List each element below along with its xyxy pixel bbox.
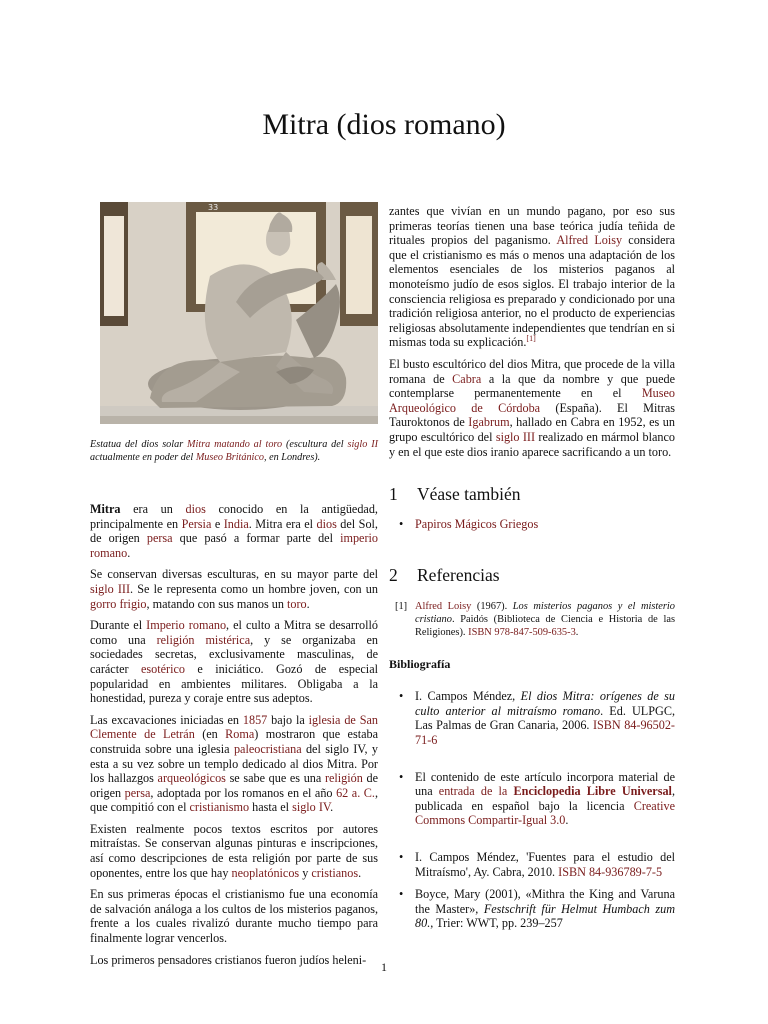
text: , adoptada por los romanos en el año: [150, 785, 337, 800]
text: .: [127, 545, 131, 560]
text: Las excavaciones iniciadas en: [90, 712, 243, 727]
text: , Trier: WWT, pp. 239–257: [430, 916, 563, 931]
paragraph-esculturas: [90, 567, 378, 611]
section-title: Véase también: [417, 484, 521, 505]
link-siglo-iii[interactable]: siglo III: [495, 429, 536, 444]
link-isbn[interactable]: ISBN 978-847-509-635-3: [468, 626, 576, 638]
link-gorro-frigio[interactable]: gorro frigio: [90, 596, 147, 611]
link-paleocristiana[interactable]: paleocristiana: [233, 741, 302, 756]
link-isbn[interactable]: ISBN 84-936789-7-5: [558, 864, 663, 879]
text: El busto escultórico del dios Mitra, que procede de la villa romana de: [389, 356, 675, 386]
paragraph-pensadores: Los primeros pensadores cristianos fueron judíos heleni-: [90, 952, 367, 967]
text: y: [299, 865, 312, 880]
text: bajo la: [267, 712, 309, 727]
text: .: [330, 800, 334, 815]
term-mitra: Mitra: [90, 502, 121, 516]
text: considera que el cristianismo es más o menos una adaptación de los elementos esenciales de los misterios paganos al monoteísmo judío de esos siglos. El trabajo interior de la consciencia religiosa es preparado y condicionado por una tradición religiosa anterior, no el producto de experiencias religiosas absolutamente independientes que tendrían en si mismas toda su explicación.: [389, 233, 675, 350]
link-igabrum[interactable]: Igabrum: [468, 415, 510, 430]
text: e iniciático. Gozó de especial popularidad en ambientes militares. Obligaba a la honestidad, pureza y coraje entre sus adeptos.: [90, 661, 378, 706]
paragraph-loisy: [389, 204, 675, 350]
link-india[interactable]: India: [223, 516, 249, 531]
link-roma[interactable]: Roma: [225, 727, 255, 742]
reference-1: [389, 600, 675, 639]
link-dios[interactable]: dios: [185, 502, 206, 516]
text: Boyce, Mary (2001), «Mithra the King and Varuna the Master»,: [415, 887, 675, 916]
link-persa[interactable]: persa: [124, 785, 151, 800]
footnote-link-1[interactable]: [1]: [526, 334, 536, 344]
text: conocido en la antigüedad, principalmente en: [90, 502, 378, 531]
section-number: 2: [389, 564, 398, 585]
link-62-ac[interactable]: 62 a. C.: [336, 785, 375, 800]
link-cristianos[interactable]: cristianos: [311, 865, 359, 880]
caption-text: actualmente en poder del: [90, 452, 196, 463]
text: Existen realmente pocos textos escritos por autores mitraístas. Se conservan algunas pinturas e inscripciones, así como descripciones de esta religión por parte de sus oponentes, entre los que hay: [90, 821, 378, 880]
text: realizado en mármol blanco y en el que este dios iranio aparece sacrificando a un toro.: [389, 429, 675, 459]
link-creative-commons[interactable]: Creative Commons Compartir-Igual 3.0: [415, 798, 675, 828]
list-item: [389, 689, 675, 747]
link-neoplatonicos[interactable]: neoplatónicos: [231, 865, 300, 880]
text: , publicada en español bajo la licencia: [415, 784, 675, 813]
text: zantes que vivían en un mundo pagano, por eso sus primeras teorías tienen una base teórica judía teñida de rituales propios del paganismo.: [389, 204, 675, 248]
section-number: 1: [389, 484, 398, 505]
link-toro[interactable]: toro: [287, 596, 307, 611]
link-cabra[interactable]: Cabra: [452, 371, 482, 386]
text: (España). El Mitras Tauroktonos de: [389, 400, 675, 430]
link-imperio-romano[interactable]: Imperio romano: [146, 618, 227, 633]
list-item: [389, 517, 675, 532]
text: Se conservan diversas esculturas, en su mayor parte del: [90, 567, 378, 582]
text: , hallado en Cabra en 1952, es un grupo escultórico del: [389, 415, 675, 444]
text: , y se organizaba en sociedades secretas, exclusivamente masculinas, de carácter: [90, 632, 378, 676]
link-siglo-iv[interactable]: siglo IV: [292, 800, 331, 815]
section-heading-vease-tambien: [389, 483, 675, 505]
link-iglesia-san-clemente[interactable]: iglesia de San Clemente de Letrán: [90, 712, 378, 742]
reference-label: [1]: [395, 600, 408, 612]
text: .: [358, 865, 362, 880]
text: , el culto a Mitra se desarrolló como una: [90, 618, 378, 647]
text: hasta el: [249, 800, 293, 815]
text: I. Campos Méndez,: [415, 689, 521, 704]
text: I. Campos Méndez, 'Fuentes para el estudio del Mitraísmo', Ay. Cabra, 2010.: [415, 850, 675, 879]
text: .: [575, 626, 579, 638]
text: , matando con sus manos un: [146, 596, 288, 611]
section-title: Referencias: [417, 564, 500, 585]
paragraph-busto: [389, 357, 675, 459]
paragraph-textos: [90, 822, 378, 880]
link-1857[interactable]: 1857: [242, 712, 268, 727]
text: e: [211, 516, 224, 531]
link-mitra-matando-al-toro[interactable]: Mitra matando al toro: [187, 439, 283, 450]
text: de origen: [90, 771, 379, 800]
link-dios[interactable]: dios: [316, 516, 337, 531]
link-entrada[interactable]: entrada de la: [438, 784, 514, 799]
text: , que compitió con el: [90, 785, 379, 815]
link-arqueologicos[interactable]: arqueológicos: [157, 771, 226, 786]
text: . Se le representa como un hombre joven, con un: [130, 581, 378, 596]
list-item: [389, 770, 675, 828]
reference-title: Los misterios paganos y el misterio cristiano: [415, 600, 675, 625]
paragraph-economia: En sus primeras épocas el cristianismo fue una economía de salvación análoga a los cultos de los misterios paganos, frente a los cuales rivalizó durante mucho tiempo para finalmente lograr vencerlos.: [90, 887, 378, 946]
list-item: [389, 887, 675, 931]
section-heading-referencias: [389, 564, 675, 586]
figure-caption: [90, 438, 378, 464]
page-title: Mitra (dios romano): [262, 108, 506, 141]
page-number: 1: [381, 960, 387, 974]
text: El contenido de este artículo incorpora material de una: [415, 769, 675, 799]
bibliography-list: [389, 689, 675, 931]
text: se sabe que es una: [225, 771, 325, 786]
link-religion-misterica[interactable]: religión mistérica: [156, 632, 251, 647]
text: . Ed. ULPGC, Las Palmas de Gran Canaria, 2006.: [415, 703, 675, 733]
text: que pasó a formar parte del: [172, 531, 341, 546]
caption-text: Estatua del dios solar: [90, 439, 188, 450]
left-column: [90, 196, 378, 974]
caption-text: (escultura del: [282, 439, 348, 450]
paragraph-culto: [90, 618, 378, 706]
link-alfred-loisy[interactable]: Alfred Loisy: [556, 233, 623, 248]
mithras-statue-illustration: [100, 202, 378, 424]
right-column: [389, 204, 675, 931]
text: a la que da nombre y que puede contemplarse permanentemente en el: [389, 371, 675, 401]
text: del siglo IV, y esta a su vez sobre un templo dedicado al dios Mitra. Por los hallazgos: [90, 741, 378, 786]
text: (en: [194, 727, 226, 742]
bibliography-heading: Bibliografía: [389, 656, 451, 671]
list-item: [389, 850, 675, 879]
text: del Sol, de origen: [90, 516, 378, 546]
book-title: El dios Mitra: orígenes de su culto anterior al mitraísmo romano: [415, 689, 676, 718]
link-esoterico[interactable]: esotérico: [140, 661, 185, 676]
link-siglo-ii[interactable]: siglo II: [347, 439, 378, 450]
link-museo-britanico[interactable]: Museo Británico: [195, 452, 265, 463]
text: (1967).: [471, 600, 513, 612]
caption-text: , en Londres).: [264, 452, 321, 463]
see-also-list: [389, 517, 675, 532]
link-siglo-iii[interactable]: siglo III: [90, 581, 131, 596]
link-imperio-romano[interactable]: imperio romano: [90, 531, 378, 560]
text: .: [306, 596, 310, 611]
statue-image: [100, 202, 378, 424]
paragraph-intro: [90, 502, 378, 560]
link-persa[interactable]: persa: [146, 531, 173, 546]
link-papiros-magicos-griegos[interactable]: Papiros Mágicos Griegos: [415, 517, 539, 532]
plaque-number: 33: [208, 203, 219, 212]
text: .: [565, 813, 569, 828]
link-religion[interactable]: religión: [324, 771, 363, 786]
text: era un: [120, 502, 186, 516]
text: . Mitra era el: [248, 516, 317, 531]
link-museo-arqueologico-cordoba[interactable]: Museo Arqueológico de Córdoba: [389, 386, 675, 415]
link-cristianismo[interactable]: cristianismo: [189, 800, 250, 815]
book-title: Festschrift für Helmut Humbach zum 80.: [415, 901, 675, 931]
link-enciclopedia-libre-universal[interactable]: Enciclopedia Libre Universal: [513, 784, 672, 799]
link-persia[interactable]: Persia: [181, 516, 212, 531]
text: . Paidós (Biblioteca de Ciencia e Historia de las Religiones).: [415, 613, 675, 638]
paragraph-excavaciones: [90, 713, 378, 815]
link-isbn[interactable]: ISBN 84-96502-71-6: [415, 718, 675, 748]
text: Durante el: [90, 618, 147, 633]
link-alfred-loisy[interactable]: Alfred Loisy: [415, 600, 472, 612]
text: ) mostraron que estaba construida sobre una iglesia: [90, 727, 379, 756]
